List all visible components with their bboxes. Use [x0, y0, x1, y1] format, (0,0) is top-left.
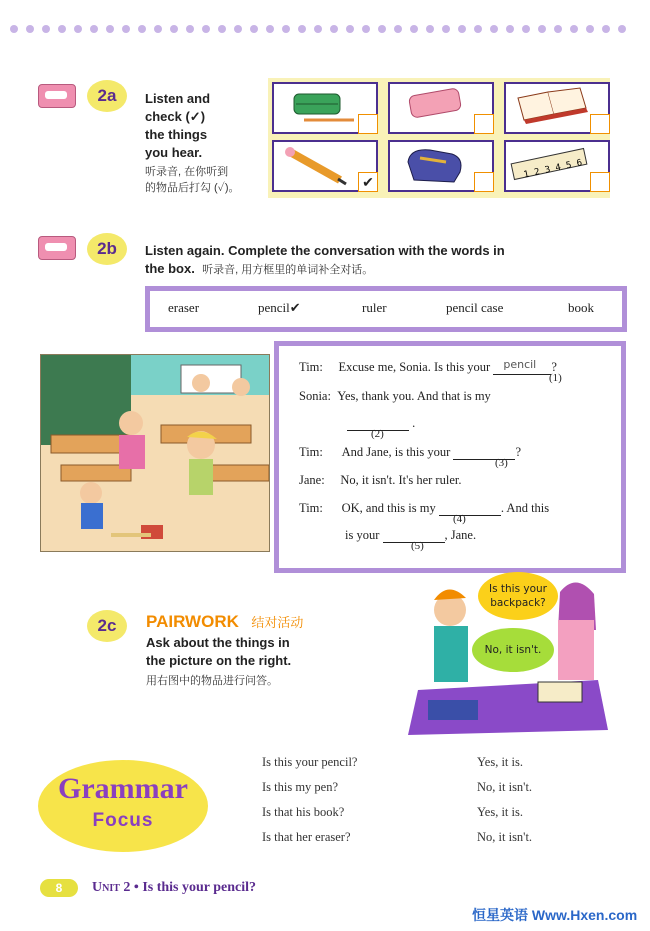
punctuation: . [412, 416, 416, 430]
decorative-dot [26, 25, 34, 33]
cassette-icon [38, 236, 76, 260]
conv-line-5 [299, 473, 461, 488]
instruction-line: you hear. [145, 145, 203, 160]
answer-blank-4[interactable] [439, 503, 501, 516]
punctuation: . And this [500, 501, 550, 515]
item-cell-ruler [504, 140, 610, 192]
decorative-dot [554, 25, 562, 33]
decorative-dot [202, 25, 210, 33]
unit-label: Unit 2 [92, 880, 131, 895]
decorative-dot [218, 25, 226, 33]
instruction-line: Ask about the things in [146, 635, 290, 650]
decorative-dot [570, 25, 578, 33]
decorative-dot [58, 25, 66, 33]
bubble-text: Is this your [488, 583, 547, 595]
word-eraser: eraser [168, 300, 200, 315]
decorative-dot [394, 25, 402, 33]
checkbox[interactable] [474, 114, 494, 134]
instruction-2b [145, 242, 625, 279]
grammar-question: Is this your pencil? [262, 755, 358, 769]
blank-number: (1) [549, 372, 562, 384]
instruction-2c [146, 634, 291, 670]
decorative-dot [138, 25, 146, 33]
decorative-dot [458, 25, 466, 33]
decorative-dot [42, 25, 50, 33]
pairwork-cn: 结对活动 [251, 615, 304, 630]
item-cell-backpack [388, 140, 494, 192]
punctuation: ? [551, 360, 557, 374]
decorative-dot [586, 25, 594, 33]
classroom-illustration [40, 354, 270, 552]
blank-number: (4) [453, 513, 466, 525]
word-pencil: pencil✔ [258, 300, 301, 315]
decorative-dot [170, 25, 178, 33]
items-grid [268, 78, 610, 198]
punctuation: ? [515, 445, 521, 459]
decorative-dot [474, 25, 482, 33]
svg-text:1 2 3 4 5 6: 1 2 3 4 5 6 [522, 158, 584, 181]
decorative-dot [346, 25, 354, 33]
section-badge-2a: 2a [87, 80, 127, 112]
instruction-cn-2b: 听录音, 用方框里的单词补全对话。 [202, 264, 374, 276]
checkbox[interactable] [358, 114, 378, 134]
grammar-answer: Yes, it is. [477, 805, 523, 819]
grammar-question: Is that her eraser? [262, 830, 351, 844]
speaker: Tim: [299, 360, 323, 374]
section-badge-2c: 2c [87, 610, 127, 642]
cassette-icon [38, 84, 76, 108]
decorative-dot-row [10, 20, 640, 32]
speaker: Tim: [299, 445, 323, 459]
decorative-dot [10, 25, 18, 33]
classroom-scene [41, 355, 269, 551]
page-number: 8 [40, 879, 78, 897]
item-cell-pencil-case [272, 82, 378, 134]
decorative-dot [266, 25, 274, 33]
decorative-dot [330, 25, 338, 33]
decorative-dot [298, 25, 306, 33]
decorative-dot [314, 25, 322, 33]
cn-line: 的物品后打勾 (✓)。 [145, 182, 240, 194]
instruction-2a [145, 90, 210, 162]
section-badge-2b: 2b [87, 233, 127, 265]
decorative-dot [74, 25, 82, 33]
decorative-dot [442, 25, 450, 33]
conv-line-6 [299, 501, 549, 516]
blank-number: (2) [371, 428, 384, 440]
item-cell-pencil [272, 140, 378, 192]
pairwork-title [146, 612, 303, 632]
conv-line-4 [299, 445, 521, 460]
decorative-dot [378, 25, 386, 33]
decorative-dot [250, 25, 258, 33]
decorative-dot [602, 25, 610, 33]
bullet: • [133, 880, 139, 895]
word-book: book [568, 300, 594, 315]
conversation-box [274, 341, 626, 573]
item-cell-book [504, 82, 610, 134]
decorative-dot [90, 25, 98, 33]
bubble-text: backpack? [490, 597, 546, 609]
checkbox[interactable] [474, 172, 494, 192]
dialogue-text: Excuse me, Sonia. Is this your [338, 360, 491, 374]
unit-title: Is this your pencil? [142, 880, 257, 895]
word-ruler: ruler [362, 300, 387, 315]
dialogue-text: And Jane, is this your [341, 445, 451, 459]
instruction-line: the things [145, 127, 208, 142]
instruction-line: check (✓) [145, 109, 206, 124]
answer-text: pencil [503, 358, 537, 371]
grammar-answer: Yes, it is. [477, 755, 523, 769]
word-pencil-case: pencil case [446, 300, 504, 315]
decorative-dot [490, 25, 498, 33]
speaker: Sonia: [299, 389, 331, 403]
speech-bubble-answer: No, it isn't. [472, 628, 554, 672]
blank-number: (3) [495, 457, 508, 469]
speech-bubble-question [478, 572, 558, 620]
word-box [145, 286, 627, 332]
speaker: Tim: [299, 501, 323, 515]
decorative-dot [186, 25, 194, 33]
decorative-dot [362, 25, 370, 33]
speaker: Jane: [299, 473, 325, 487]
dialogue-text: Yes, thank you. And that is my [337, 389, 491, 403]
instruction-cn-2c: 用右图中的物品进行问答。 [146, 675, 278, 687]
grammar-answer: No, it isn't. [477, 830, 533, 844]
grammar-focus-badge [38, 760, 208, 852]
unit-footer [92, 880, 256, 896]
decorative-dot [106, 25, 114, 33]
instruction-line: Listen again. Complete the conversation with the words in [145, 243, 505, 258]
instruction-cn-2a [145, 164, 239, 196]
watermark: 恒星英语 Www.Hxen.com [472, 907, 638, 923]
decorative-dot [410, 25, 418, 33]
decorative-dot [426, 25, 434, 33]
decorative-dot [154, 25, 162, 33]
checkbox[interactable]: ✔ [358, 172, 378, 192]
item-cell-eraser [388, 82, 494, 134]
cn-line: 听录音, 在你听到 [145, 166, 229, 178]
grammar-answer: No, it isn't. [477, 780, 533, 794]
decorative-dot [282, 25, 290, 33]
checkbox[interactable] [590, 114, 610, 134]
grammar-subtitle: Focus [92, 810, 154, 831]
dialogue-text: No, it isn't. It's her ruler. [340, 473, 462, 487]
decorative-dot [234, 25, 242, 33]
decorative-dot [538, 25, 546, 33]
decorative-dot [522, 25, 530, 33]
grammar-question: Is that his book? [262, 805, 345, 819]
dialogue-text: OK, and this is my [341, 501, 436, 515]
blank-number: (5) [411, 540, 424, 552]
decorative-dot [122, 25, 130, 33]
instruction-line: Listen and [145, 91, 211, 106]
pairwork-label: PAIRWORK [146, 612, 239, 631]
punctuation: , Jane. [444, 528, 477, 542]
dialogue-text: is your [345, 528, 380, 542]
decorative-dot [506, 25, 514, 33]
decorative-dot [618, 25, 626, 33]
grammar-question: Is this my pen? [262, 780, 339, 794]
conv-line-2 [299, 389, 491, 404]
checkbox[interactable] [590, 172, 610, 192]
conv-line-1 [299, 360, 557, 375]
instruction-line: the box. [145, 261, 195, 276]
instruction-line: the picture on the right. [146, 653, 292, 668]
answer-blank-1[interactable] [493, 358, 551, 375]
grammar-title: Grammar [58, 772, 188, 805]
pairwork-illustration [408, 570, 618, 735]
